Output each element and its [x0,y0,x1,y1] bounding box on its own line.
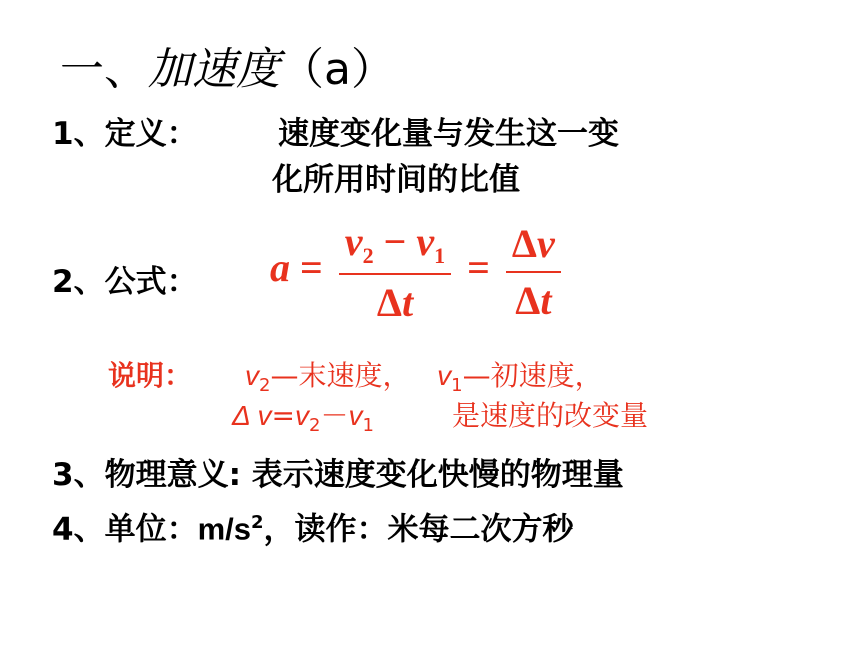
v-symbol: v [344,219,363,264]
t-symbol: t [401,280,414,325]
note-label: 说明： [108,359,193,392]
title-open-paren: （ [280,44,324,95]
sub-1: 1 [451,375,463,396]
sub-2: 2 [259,375,271,396]
unit-reading: ，读作：米每二次方秒 [263,511,574,548]
fraction-1-numerator [339,218,451,275]
fraction-2-numerator [506,220,561,273]
v-symbol: v [537,221,555,266]
definition-text-line1: 速度变化量与发生这一变 [278,116,619,152]
t-symbol: t [540,278,552,323]
formula-eq-1: = [300,245,323,291]
sub-1: 1 [434,243,446,268]
sub-1: 1 [362,415,374,436]
v-symbol: v [437,360,452,391]
delta-symbol: Δ [376,280,402,325]
meaning-line [52,455,624,495]
formula-label: 2、公式： [52,264,198,300]
sub-2: 2 [309,415,321,436]
title-symbol: a [324,44,351,95]
sub-2: 2 [362,243,374,268]
meaning-text: 表示速度变化快慢的物理量 [251,457,624,493]
delta-symbol: Δ [511,221,537,266]
equals-sign: = [271,399,295,432]
definition-text-line2: 化所用时间的比值 [272,162,520,198]
delta-v-symbol: Δ v [232,400,272,431]
formula-fraction-2 [506,220,561,324]
v-symbol: v [348,400,363,431]
v-symbol: v [295,400,309,431]
note-line2 [232,396,374,446]
unit-line [52,503,574,549]
formula-fraction-1 [339,218,451,326]
slide-title [60,40,395,100]
formula-lhs: a [270,245,290,291]
unit-label: 4、单位： [52,511,198,548]
definition-label: 1、定义： [52,116,198,152]
acceleration-formula [270,218,567,326]
formula-eq-2: = [467,245,490,291]
final-velocity-desc: —末速度， [270,359,411,392]
v-symbol: v [245,360,259,391]
title-prefix: 一、 [60,44,148,95]
delta-symbol: Δ [515,278,541,323]
minus-sign: － [320,399,349,432]
minus-sign: − [383,219,407,264]
unit-value: m/s [197,511,251,547]
meaning-label: 3、物理意义: [52,457,241,493]
fraction-1-denominator [339,275,451,326]
title-term: 加速度 [148,44,280,95]
fraction-2-denominator [506,273,561,324]
unit-exponent: 2 [251,512,264,533]
initial-velocity-desc: —初速度， [462,359,603,392]
v-symbol: v [416,219,435,264]
change-desc: 是速度的改变量 [452,399,649,432]
title-close-paren: ） [350,44,395,95]
